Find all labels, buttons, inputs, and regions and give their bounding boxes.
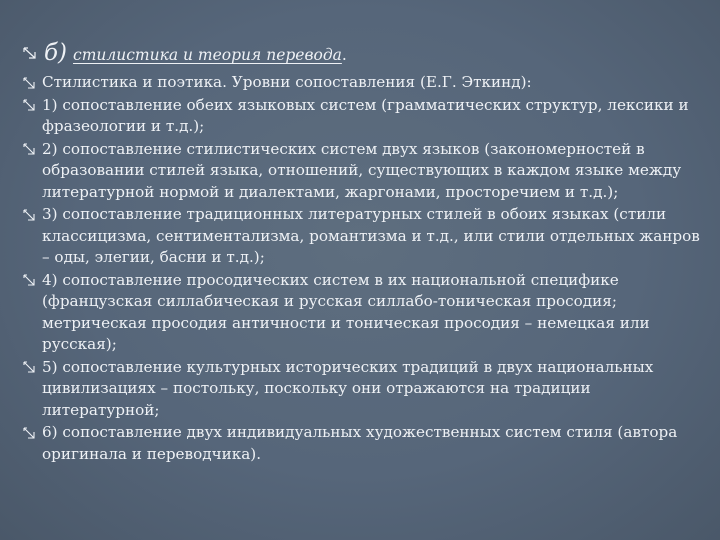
arrow-bullet-icon: [22, 357, 42, 378]
arrow-bullet-icon: [22, 139, 42, 160]
list-item: [22, 422, 702, 465]
list-item: [22, 270, 702, 356]
bullet-list: [22, 72, 702, 466]
list-item-text: Стилистика и поэтика. Уровни сопоставления (Е.Г. Эткинд):: [42, 73, 532, 91]
heading-end: .: [341, 46, 347, 64]
list-item-text: 1) сопоставление обеих языковых систем (грамматических структур, лексики и фразеологии и т.д.);: [42, 95, 689, 135]
list-item: [22, 204, 702, 269]
arrow-bullet-icon: [22, 422, 42, 443]
list-item-text: 3) сопоставление традиционных литературных стилей в обоих языках (стили классицизма, сентиментализма, романтизма и т.д., или стили отдельных жанров – оды, элегии, басни и т.д.);: [42, 205, 700, 266]
heading-number: б): [44, 40, 68, 66]
list-item-text: 5) сопоставление культурных исторических традиций в двух национальных цивилизациях – постольку, поскольку они отражаются на традиции литературной;: [42, 357, 654, 419]
list-item: [22, 357, 702, 422]
slide-heading: [22, 40, 347, 66]
arrow-bullet-icon: [22, 270, 42, 291]
list-item-text: 6) сопоставление двух индивидуальных художественных систем стиля (автора оригинала и переводчика).: [42, 423, 678, 463]
arrow-bullet-icon: [22, 95, 42, 116]
arrow-bullet-icon: [22, 45, 44, 64]
list-item: [22, 95, 702, 138]
list-item: [22, 72, 702, 94]
list-item-text: 4) сопоставление просодических систем в их национальной специфике (французская силлабическая и русская силлабо-тоническая просодия; метрическая просодия античности и тоническая просодия – немецкая или русская);: [42, 270, 650, 353]
list-item-text: 2) сопоставление стилистических систем двух языков (закономерностей в образовании стилей языка, отношений, существующих в каждом языке между литературной нормой и диалектами, жаргонами, просторечием и т.д.);: [42, 139, 682, 201]
heading-title: стилистика и теория перевода: [73, 46, 342, 64]
arrow-bullet-icon: [22, 204, 42, 225]
list-item: [22, 139, 702, 204]
arrow-bullet-icon: [22, 72, 42, 93]
